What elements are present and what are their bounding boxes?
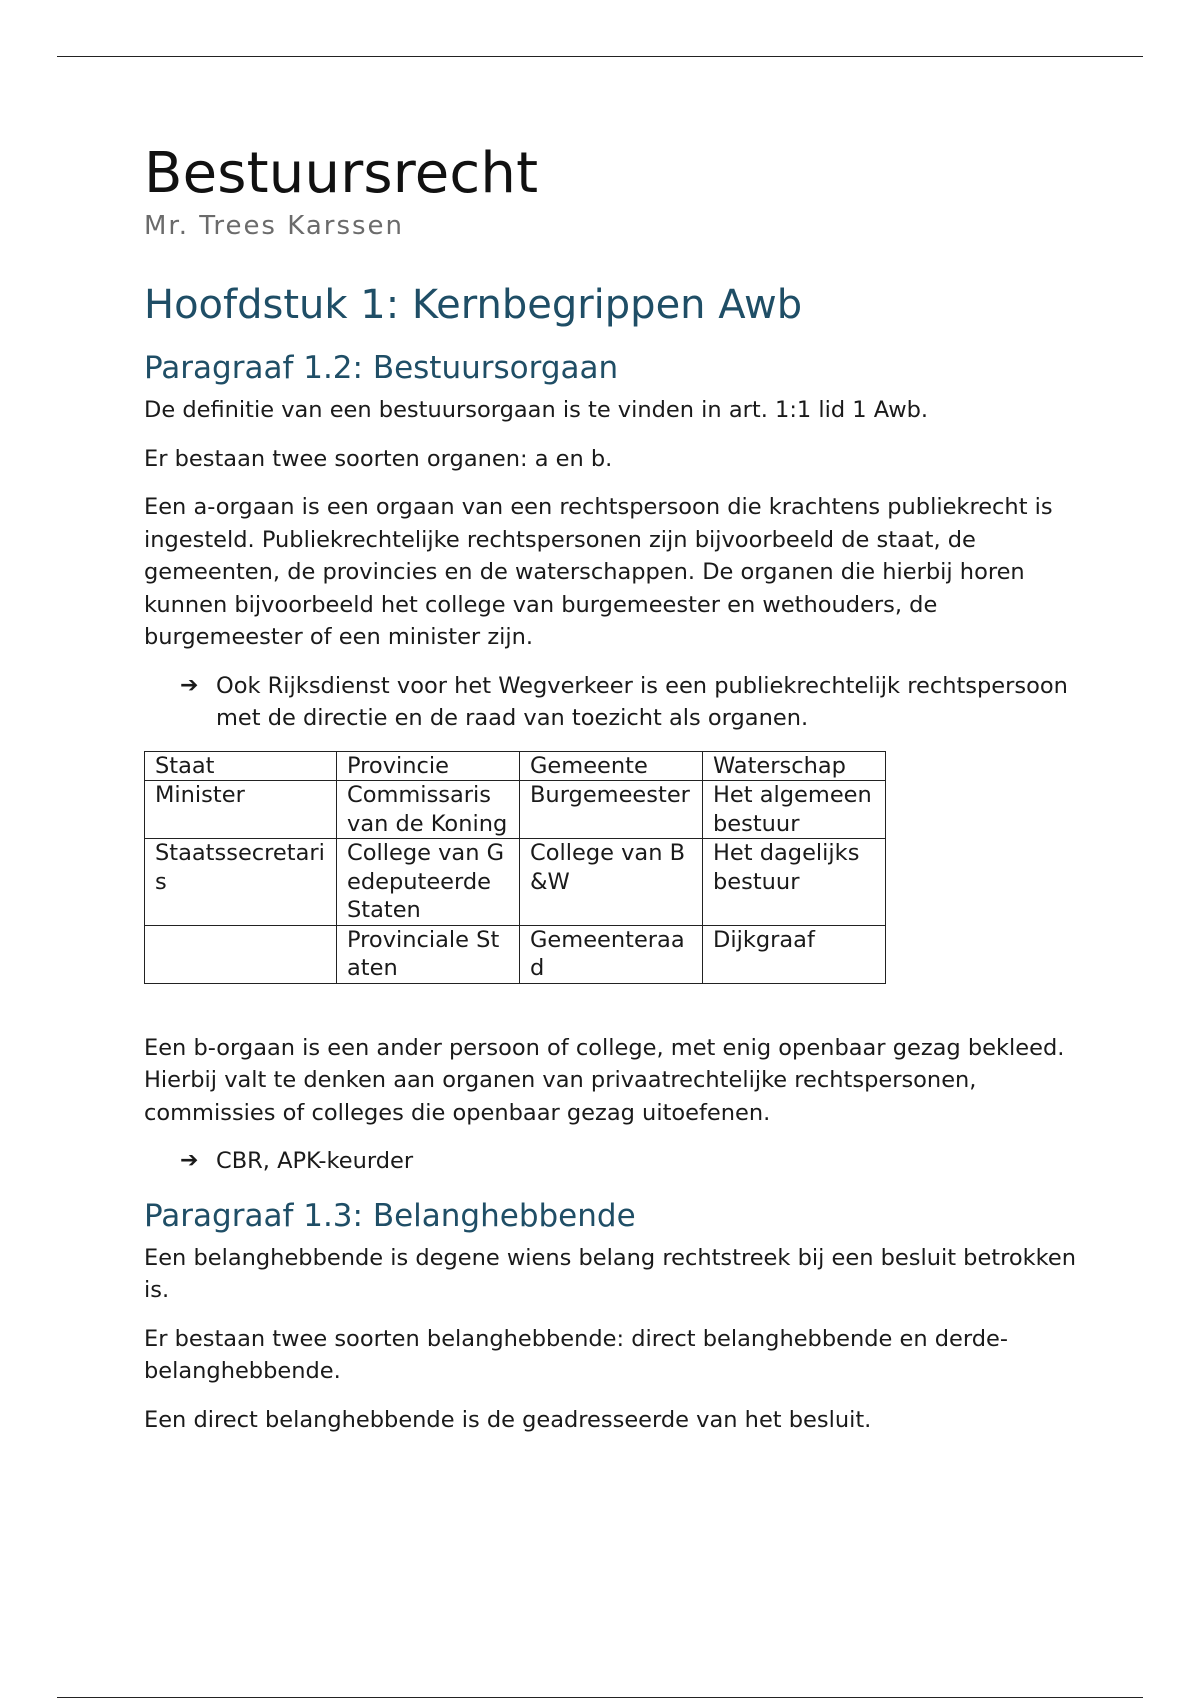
table-header-row: [145, 751, 886, 781]
top-rule: [57, 56, 1143, 57]
paragraph: Een a-orgaan is een orgaan van een rechtspersoon die krachtens publiekrecht is ingesteld. Publiekrechtelijke rechtspersonen zijn bijvoorbeeld de staat, de gemeenten, de provincies en de waterschappen. De organen die hierbij horen kunnen bijvoorbeeld het college van burgemeester en wethouders, de burgemeester of een minister zijn.: [144, 494, 1053, 650]
document-title: Bestuursrecht: [144, 141, 539, 206]
arrow-right-icon: ➔: [180, 1148, 199, 1173]
bullet-text: Ook Rijksdienst voor het Wegverkeer is een publiekrechtelijk rechtspersoon met de directie en de raad van toezicht als organen.: [216, 672, 1068, 731]
table-cell: Commissaris van de Koning: [337, 781, 520, 839]
table-header-cell: Gemeente: [520, 751, 703, 781]
bullet-text: CBR, APK-keurder: [216, 1148, 414, 1174]
table-row: [145, 925, 886, 983]
table-cell: Staatssecretaris: [145, 839, 337, 926]
bullet-item: [180, 1145, 1084, 1178]
bottom-rule: [57, 1697, 1143, 1698]
table-cell: [145, 925, 337, 983]
paragraph: De definitie van een bestuursorgaan is te vinden in art. 1:1 lid 1 Awb.: [144, 397, 929, 423]
chapter-heading: Hoofdstuk 1: Kernbegrippen Awb: [144, 282, 803, 328]
paragraph: Een b-orgaan is een ander persoon of college, met enig openbaar gezag bekleed. Hierbij valt te denken aan organen van privaatrechtelijke rechtspersonen, commissies of colleges die openbaar gezag uitoefenen.: [144, 1034, 1065, 1126]
table-header-cell: Waterschap: [703, 751, 886, 781]
table-cell: Dijkgraaf: [703, 925, 886, 983]
arrow-right-icon: ➔: [180, 672, 199, 698]
table-cell: Provinciale Staten: [337, 925, 520, 983]
section-heading-1-3: Paragraaf 1.3: Belanghebbende: [144, 1197, 636, 1234]
table-cell: Burgemeester: [520, 781, 703, 839]
paragraph: Er bestaan twee soorten belanghebbende: direct belanghebbende en derde-belanghebbende.: [144, 1325, 1008, 1384]
table-cell: Minister: [145, 781, 337, 839]
bullet-item: [180, 670, 1084, 735]
table-row: [145, 839, 886, 926]
table-cell: Het algemeen bestuur: [703, 781, 886, 839]
paragraph: Een direct belanghebbende is de geadresseerde van het besluit.: [144, 1406, 872, 1433]
table-cell: Het dagelijks bestuur: [703, 839, 886, 926]
table-header-cell: Staat: [145, 751, 337, 781]
table-row: [145, 781, 886, 839]
paragraph: Er bestaan twee soorten organen: a en b.: [144, 445, 613, 472]
document-author: Mr. Trees Karssen: [144, 211, 405, 241]
document-body: [144, 138, 1084, 1452]
table-cell: College van Gedeputeerde Staten: [337, 839, 520, 926]
organs-table: [144, 751, 886, 984]
section-heading-1-2: Paragraaf 1.2: Bestuursorgaan: [144, 350, 619, 386]
table-cell: Gemeenteraad: [520, 925, 703, 983]
table-cell: College van B&W: [520, 839, 703, 926]
paragraph: Een belanghebbende is degene wiens belang rechtstreek bij een besluit betrokken is.: [144, 1244, 1077, 1303]
table-header-cell: Provincie: [337, 751, 520, 781]
